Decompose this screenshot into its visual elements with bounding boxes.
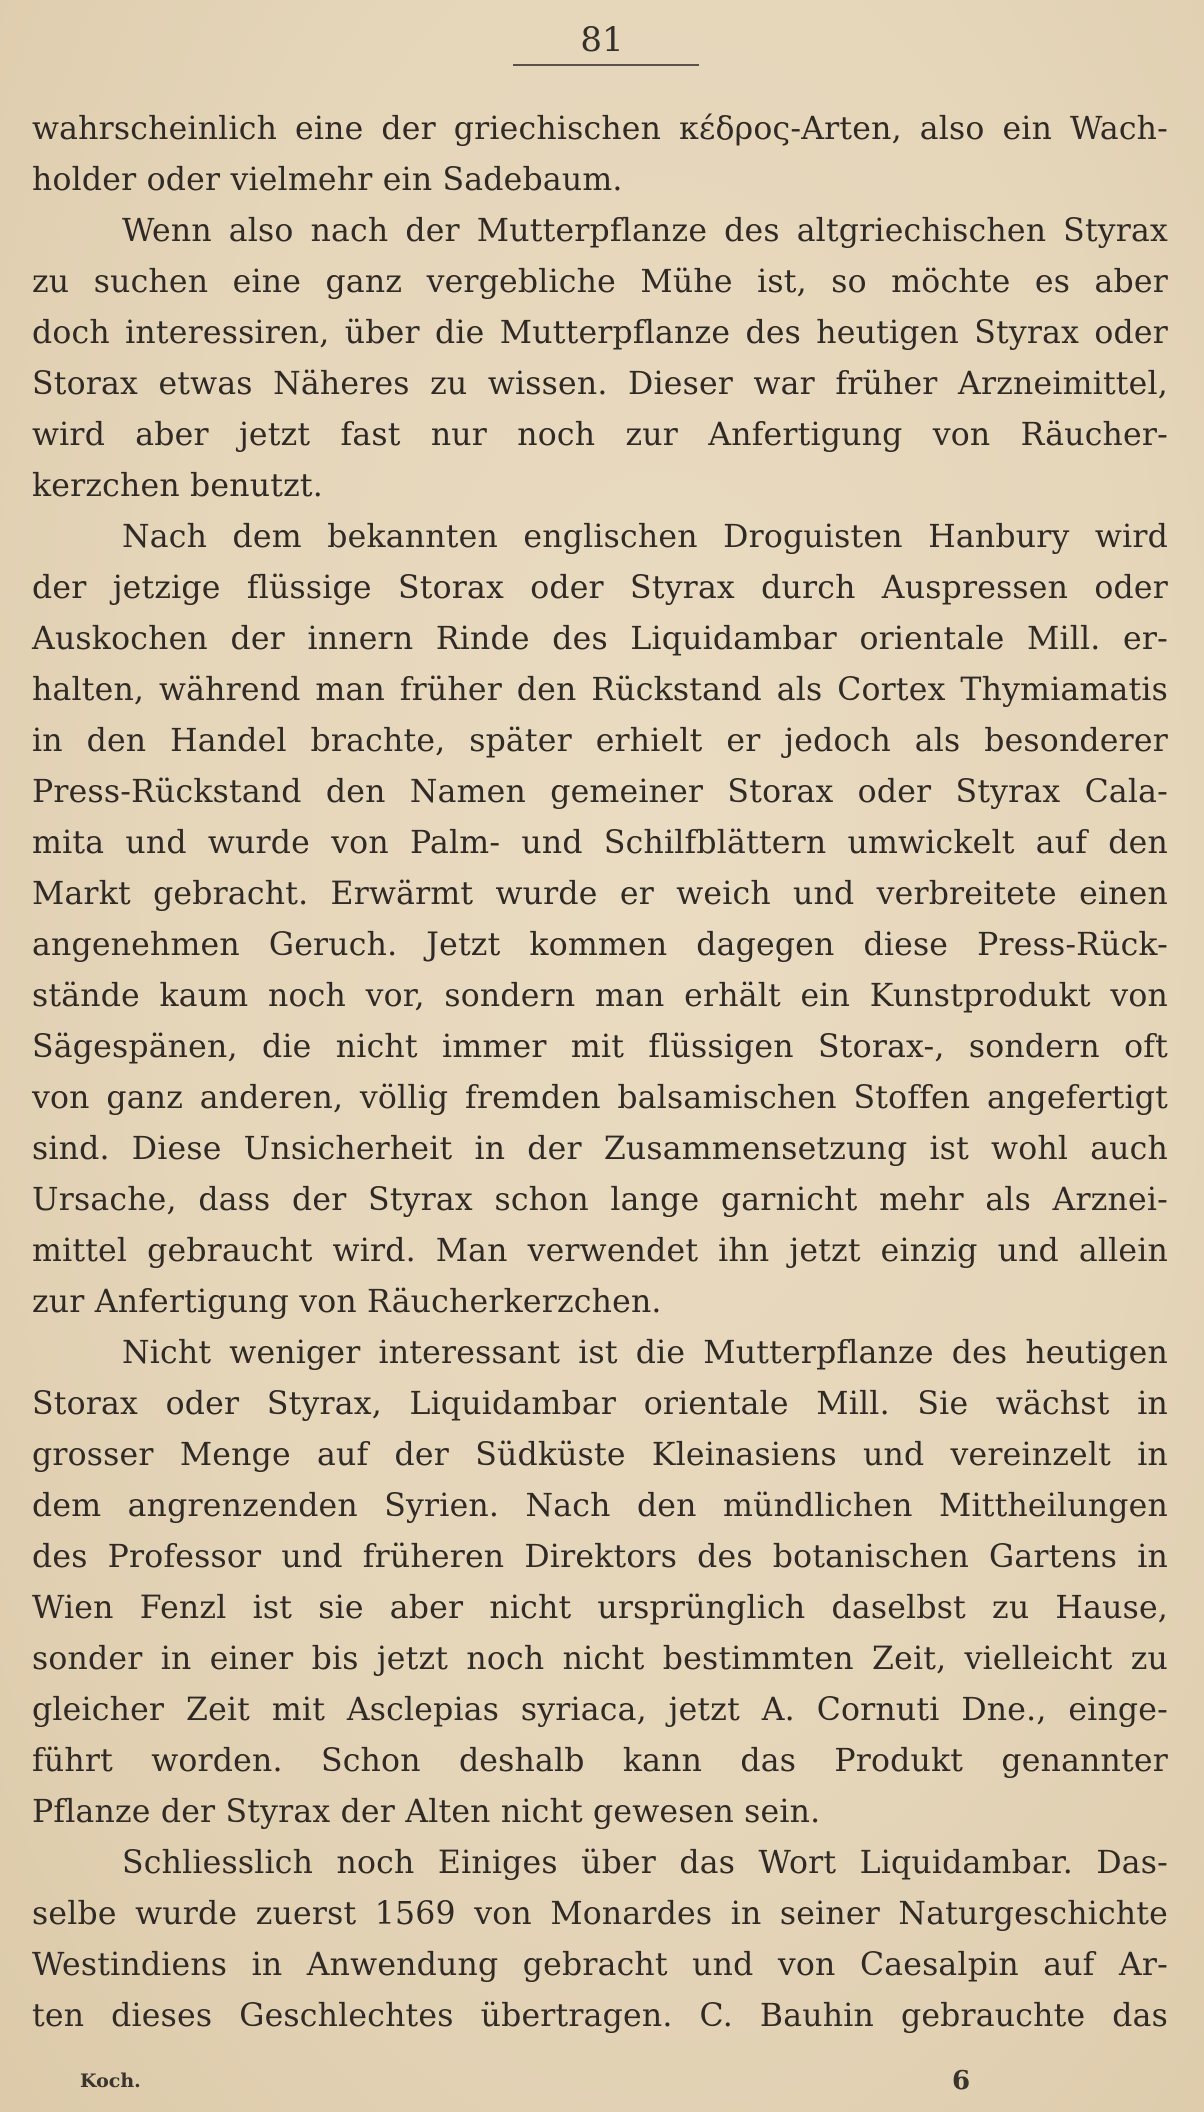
- page-footer: [0, 2066, 1204, 2106]
- text-line: halten, während man früher den Rückstand als Cortex Thymiamatis: [32, 672, 1168, 708]
- text-line: sonder in einer bis jetzt noch nicht bestimmten Zeit, vielleicht zu: [32, 1641, 1168, 1677]
- text-line: Westindiens in Anwendung gebracht und von Caesalpin auf Ar-: [32, 1947, 1168, 1983]
- text-line: zu suchen eine ganz vergebliche Mühe ist, so möchte es aber: [32, 264, 1168, 300]
- text-line: ten dieses Geschlechtes übertragen. C. Bauhin gebrauchte das: [32, 1998, 1168, 2034]
- text-line: mita und wurde von Palm- und Schilfblättern umwickelt auf den: [32, 825, 1168, 861]
- text-line: doch interessiren, über die Mutterpflanze des heutigen Styrax oder: [32, 315, 1168, 351]
- text-line: wird aber jetzt fast nur noch zur Anfertigung von Räucher-: [32, 417, 1168, 453]
- text-line: dem angrenzenden Syrien. Nach den mündlichen Mittheilungen: [32, 1488, 1168, 1524]
- text-line: Wenn also nach der Mutterpflanze des altgriechischen Styrax: [122, 213, 1168, 249]
- text-line: Schliesslich noch Einiges über das Wort Liquidambar. Das-: [122, 1845, 1168, 1881]
- text-line: Sägespänen, die nicht immer mit flüssigen Storax-, sondern oft: [32, 1029, 1168, 1065]
- header-rule: [513, 64, 699, 66]
- text-line: Nicht weniger interessant ist die Mutterpflanze des heutigen: [122, 1335, 1168, 1371]
- text-line: wahrscheinlich eine der griechischen κέδρος-Arten, also ein Wach-: [32, 111, 1168, 147]
- text-line: mittel gebraucht wird. Man verwendet ihn jetzt einzig und allein: [32, 1233, 1168, 1269]
- text-line: kerzchen benutzt.: [32, 468, 323, 504]
- body-text: [32, 104, 1168, 2042]
- text-line: grosser Menge auf der Südküste Kleinasiens und vereinzelt in: [32, 1437, 1168, 1473]
- text-line: Pflanze der Styrax der Alten nicht gewesen sein.: [32, 1794, 821, 1830]
- page-header: [0, 18, 1204, 62]
- text-line: Nach dem bekannten englischen Droguisten Hanbury wird: [122, 519, 1168, 555]
- text-line: Storax etwas Näheres zu wissen. Dieser war früher Arzneimittel,: [32, 366, 1168, 402]
- text-line: Press-Rückstand den Namen gemeiner Storax oder Styrax Cala-: [32, 774, 1168, 810]
- text-line: von ganz anderen, völlig fremden balsamischen Stoffen angefertigt: [32, 1080, 1168, 1116]
- footer-sheet-number: 6: [952, 2066, 971, 2096]
- page-number: 81: [580, 20, 624, 60]
- text-line: Storax oder Styrax, Liquidambar orientale Mill. Sie wächst in: [32, 1386, 1168, 1422]
- text-line: zur Anfertigung von Räucherkerzchen.: [32, 1284, 662, 1320]
- text-line: Auskochen der innern Rinde des Liquidambar orientale Mill. er-: [32, 621, 1168, 657]
- footer-signature: Koch.: [80, 2070, 141, 2092]
- text-line: sind. Diese Unsicherheit in der Zusammensetzung ist wohl auch: [32, 1131, 1168, 1167]
- text-line: Markt gebracht. Erwärmt wurde er weich und verbreitete einen: [32, 876, 1168, 912]
- text-line: holder oder vielmehr ein Sadebaum.: [32, 162, 623, 198]
- text-line: der jetzige flüssige Storax oder Styrax durch Auspressen oder: [32, 570, 1168, 606]
- text-line: selbe wurde zuerst 1569 von Monardes in seiner Naturgeschichte: [32, 1896, 1168, 1932]
- text-line: führt worden. Schon deshalb kann das Produkt genannter: [32, 1743, 1168, 1779]
- text-line: angenehmen Geruch. Jetzt kommen dagegen diese Press-Rück-: [32, 927, 1168, 963]
- text-line: des Professor und früheren Direktors des botanischen Gartens in: [32, 1539, 1168, 1575]
- text-line: gleicher Zeit mit Asclepias syriaca, jetzt A. Cornuti Dne., einge-: [32, 1692, 1168, 1728]
- text-line: stände kaum noch vor, sondern man erhält ein Kunstprodukt von: [32, 978, 1168, 1014]
- text-line: Ursache, dass der Styrax schon lange garnicht mehr als Arznei-: [32, 1182, 1168, 1218]
- text-line: in den Handel brachte, später erhielt er jedoch als besonderer: [32, 723, 1168, 759]
- text-line: Wien Fenzl ist sie aber nicht ursprünglich daselbst zu Hause,: [32, 1590, 1168, 1626]
